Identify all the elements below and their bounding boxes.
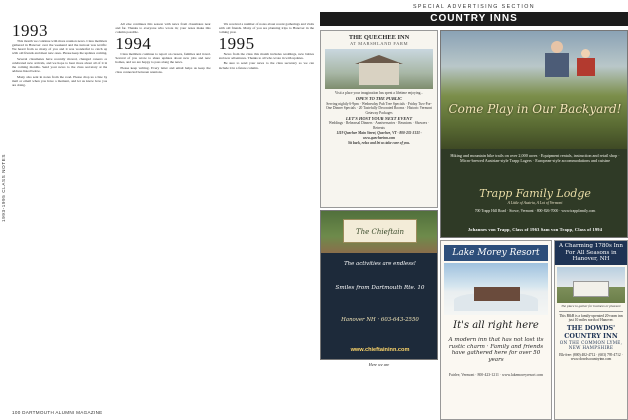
country-inns-section	[320, 0, 628, 420]
notes-columns	[12, 22, 314, 407]
inn-photo	[325, 49, 433, 89]
section-kicker: SPECIAL ADVERTISING SECTION	[413, 4, 535, 10]
ad-contact: 1119 Quechee Main Street, Quechee, VT · 800-235-3133 · www.quecheeinn.com	[336, 131, 422, 140]
ad-subtitle: AT MARSHLAND FARM	[349, 41, 409, 46]
ad-tagline: A Little of Austria, A Lot of Vermont	[507, 201, 563, 205]
lodge-photo	[441, 31, 628, 149]
lodge-shape	[474, 287, 520, 301]
person-head-shape	[551, 41, 563, 53]
ad-intro: Visit a place your imagination has spent a lifetime enjoying...	[334, 91, 424, 95]
section-side-tab: 1993-1995 CLASS NOTES	[1, 153, 6, 222]
inn-photo	[557, 267, 625, 303]
ad-tagline: Sit back, relax and let us take care of you.	[348, 141, 410, 146]
lodge-logo: Trapp Family Lodge	[479, 187, 591, 200]
ad-contact: Fairlee, Vermont · 800-423-1211 · www.lakemoreyresort.com	[448, 373, 544, 378]
dowds-country-inn-ad[interactable]	[554, 240, 628, 420]
chieftain-inn-ad[interactable]	[320, 210, 438, 360]
ad-contact: Elk-free: (800) 482-4712 · (603) 795-4712 · www.dowdscountryinn.com	[559, 352, 623, 362]
ad-headline: It's all right here	[453, 320, 539, 331]
note-paragraph: Several classmates have recently moved, changed careers or celebrated new arrivals, and we hope to hear more about all of it in the coming months. Send your news to the class secretary at the address listed below.	[12, 56, 108, 74]
ad-headline: A Charming 1780s Inn For All Seasons in Hanover, NH	[555, 241, 627, 265]
page-folio: 100 DARTMOUTH ALUMNI MAGAZINE	[12, 410, 103, 415]
divider	[559, 311, 623, 312]
notes-column-3	[219, 22, 314, 407]
class-year-heading: 1995	[218, 33, 255, 53]
house-shape	[573, 281, 609, 297]
class-year-heading: 1994	[115, 33, 152, 53]
inn-location: ON THE COMMON LYME, NEW HAMPSHIRE	[559, 340, 623, 351]
ad-contact: 700 Trapp Hill Road · Stowe, Vermont · 800-826-7000 · www.trappfamily.com	[474, 209, 596, 213]
quechee-inn-ad[interactable]	[320, 30, 438, 208]
resort-photo	[444, 263, 548, 315]
note-paragraph: This month we continue with more reunion news. Class members gathered in Hanover over the weekend and the turnout was terrific. We heard from so many of you and it was wonderful to catch up with old friends and meet new ones. Please keep the updates coming.	[12, 39, 108, 56]
ad-headline: Come Play in Our Backyard!	[448, 102, 622, 116]
section-banner: COUNTRY INNS	[320, 12, 628, 26]
ad-contact: Hanover NH · 603-643-2550	[341, 317, 419, 323]
photo-caption: The place to gather for business or pleasure	[561, 303, 621, 308]
ad-subhead: OPEN TO THE PUBLIC	[355, 96, 403, 102]
person-body-shape	[545, 53, 569, 77]
notes-column-2	[115, 22, 210, 407]
ad-body: A modern inn that has not lost its rustic charm · Family and friends have gathered here for over 50 years	[448, 337, 544, 363]
inn-name: THE DOWDS' COUNTRY INN	[564, 324, 618, 340]
ad-caption: Here we are	[368, 362, 390, 367]
ad-list: Serving nightly 6-9pm · Wednesday Pub Tree Specials · Friday Two-For-One Dinner Specials · 20 Tastefully Decorated Rooms · Historic Vermont Getaway Packages	[326, 101, 433, 115]
note-paragraph: Be sure to send your news to the class secretary so we can include it in a future column.	[218, 61, 314, 70]
barn-shape	[359, 63, 399, 85]
class-year-heading: 1993	[12, 22, 48, 40]
child-head-shape	[581, 49, 590, 58]
child-body-shape	[577, 58, 595, 76]
ad-body	[321, 89, 437, 147]
ad-title: THE QUECHEE INN	[348, 34, 410, 41]
resort-logo: Lake Morey Resort	[444, 245, 548, 261]
ad-body: Smiles from Dartmouth Rte. 10	[335, 285, 425, 291]
ad-website-link[interactable]: www.chieftaininn.com	[350, 347, 410, 353]
note-paragraph: Please keep writing. Every letter and email helps us keep the class connected between reunions.	[115, 65, 211, 74]
inn-logo: The Chieftain	[343, 219, 417, 243]
ad-body: This B&B is a family-operated 20-room inn just 10 miles north of Hanover.	[559, 313, 623, 322]
ad-subhead: LET'S HOST YOUR NEXT EVENT	[345, 116, 413, 122]
note-paragraph: Class members continue to report on careers, families and travel. Several of you wrote to share updates about new jobs and new homes, and we are happy to pass along the news.	[115, 51, 211, 65]
note-paragraph: News from the class this month includes weddings, new babies and new adventures. Thanks to all who wrote in with updates.	[218, 51, 314, 60]
trapp-family-lodge-ad[interactable]	[440, 30, 628, 238]
notes-column-1	[12, 22, 107, 407]
note-paragraph: All else continues this season with news from classmates near and far. Thanks to everyone who wrote in; your notes make this column possible.	[115, 22, 211, 35]
ad-body: Hiking and mountain bike trails on over 2,000 acres · Equipment rentals, instruction and retail shop · Micro-brewed Austrian-style Trapp Lagers · European-style accommodations and cuisine	[450, 153, 620, 164]
lake-morey-resort-ad[interactable]	[440, 240, 552, 420]
note-paragraph: We received a number of notes about recent gatherings and visits with old friends. Many of you are planning trips to Hanover in the coming year.	[218, 22, 314, 35]
ad-footer: Johannes von Trapp, Class of 1963 Sam von Trapp, Class of 1994	[467, 227, 603, 232]
note-paragraph: Many also sent in notes from the road. Please drop us a line by mail or email when you have a moment, and let us know how you are doing.	[12, 74, 108, 88]
ad-list: Weddings · Rehearsal Dinners · Anniversaries · Reunions · Showers · Retreats	[328, 121, 430, 130]
ad-tagline: The activities are endless!	[344, 261, 416, 267]
